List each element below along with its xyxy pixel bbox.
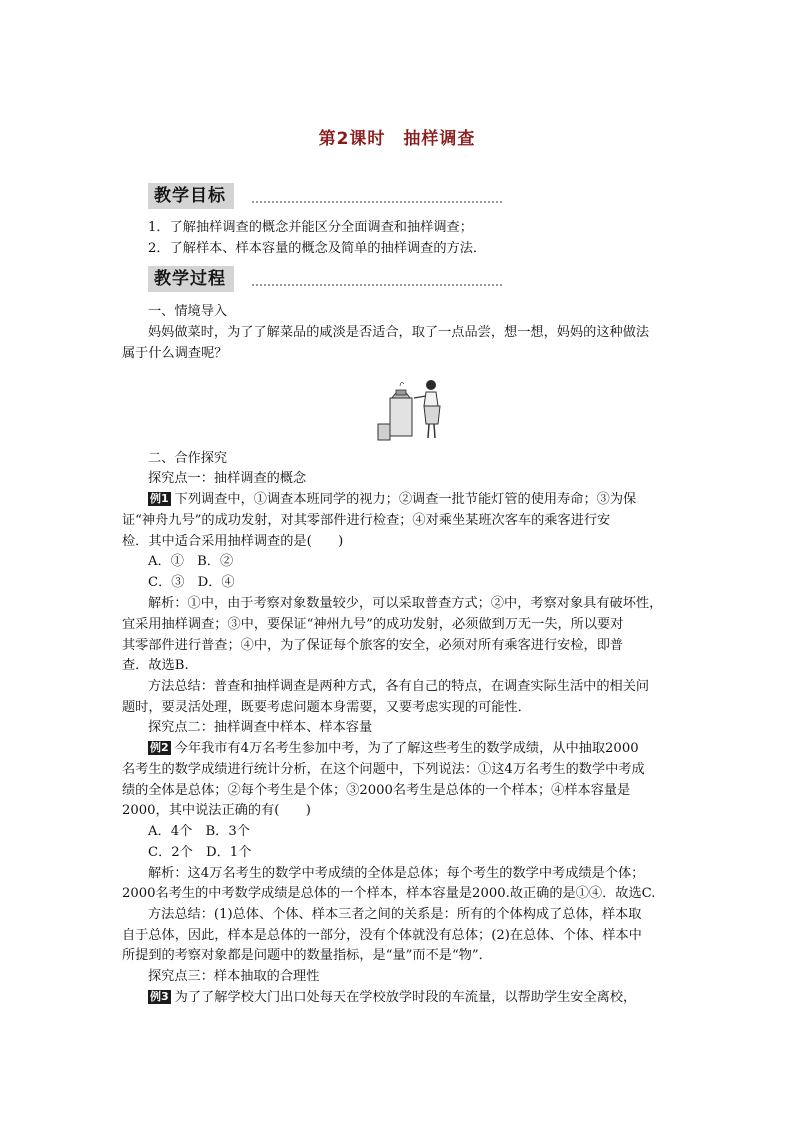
analysis-line: 2000名考生的中考数学成绩是总体的一个样本，样本容量是2000.故正确的是①④．故选C. [122,886,656,901]
page-title: 第2课时 抽样调查 [318,129,476,149]
section-heading-goals [148,183,502,209]
analysis-line: 解析：这4万名考生的数学中考成绩的全体是总体；每个考生的数学中考成绩是个体； [148,866,645,881]
example-line [148,739,639,759]
explore-point-heading: 探究点二：抽样调查中样本、样本容量 [148,720,373,735]
answer-options: A．4个 B．3个 [148,824,250,839]
paragraph-line: 妈妈做菜时，为了了解菜品的咸淡是否适合，取了一点品尝，想一想，妈妈的这种做法 [148,325,650,340]
explore-point-heading: 探究点三：样本抽取的合理性 [148,969,320,984]
answer-options: C．2个 D．1个 [148,845,252,860]
method-summary-line: 方法总结：普查和抽样调查是两种方式，各有自己的特点，在调查实际生活中的相关问 [148,679,650,694]
section-heading-process [148,266,502,292]
dotted-rule [252,284,502,286]
example-badge: 例3 [150,990,169,1003]
method-summary-line: 方法总结：(1)总体、个体、样本三者之间的关系是：所有的个体构成了总体，样本取 [148,907,642,922]
subsection-heading: 二、合作探究 [148,451,228,466]
section-heading-label: 教学过程 [148,266,234,292]
answer-options: C．③ D．④ [148,575,235,590]
example-line: 名考生的数学成绩进行统计分析，在这个问题中，下列说法：①这4万名考生的数学中考成 [122,762,645,777]
subsection-heading: 一、情境导入 [148,304,228,319]
answer-options: A．① B．② [148,554,234,569]
section-heading-label: 教学目标 [148,183,234,209]
example-text: 下列调查中，①调查本班同学的视力；②调查一批节能灯管的使用寿命；③为保 [174,492,637,507]
example-line [148,988,636,1008]
example-line: 2000，其中说法正确的有( ) [122,803,311,818]
example-line [148,490,636,510]
method-summary-line: 自于总体，因此，样本是总体的一部分，没有个体就没有总体；(2)在总体、个体、样本中 [122,928,642,943]
analysis-line: 解析：①中，由于考察对象数量较少，可以采取普查方式；②中，考察对象具有破坏性， [148,596,663,611]
example-text: 为了了解学校大门出口处每天在学校放学时段的车流量，以帮助学生安全离校， [174,990,637,1005]
method-summary-line: 所提到的考察对象都是问题中的数量指标，是“量”而不是“物”． [122,948,492,963]
analysis-line: 宜采用抽样调查；③中，要保证“神州九号”的成功发射，必须做到万无一失，所以要对 [122,617,624,632]
example-line: 检．其中适合采用抽样调查的是( ) [122,534,344,549]
example-line: 证“神舟九号”的成功发射，对其零部件进行检查；④对乘坐某班次客车的乘客进行安 [122,513,611,528]
goal-item: 1．了解抽样调查的概念并能区分全面调查和抽样调查； [148,220,473,235]
example-text: 今年我市有4万名考生参加中考，为了了解这些考生的数学成绩，从中抽取2000 [174,741,639,756]
method-summary-line: 题时，要灵活处理，既要考虑问题本身需要，又要考虑实现的可能性． [122,700,531,715]
example-line: 绩的全体是总体；②每个考生是个体；③2000名考生是总体的一个样本；④样本容量是 [122,783,631,798]
dotted-rule [252,201,502,203]
analysis-line: 查．故选B. [122,658,189,673]
explore-point-heading: 探究点一：抽样调查的概念 [148,471,307,486]
cooking-mother-illustration [376,376,448,442]
paragraph-line: 属于什么调查呢？ [122,346,228,361]
goal-item: 2．了解样本、样本容量的概念及简单的抽样调查的方法． [148,241,487,256]
analysis-line: 其零部件进行普查；④中，为了保证每个旅客的安全，必须对所有乘客进行安检，即普 [122,638,624,653]
example-badge: 例1 [150,492,169,505]
example-badge: 例2 [150,741,169,754]
